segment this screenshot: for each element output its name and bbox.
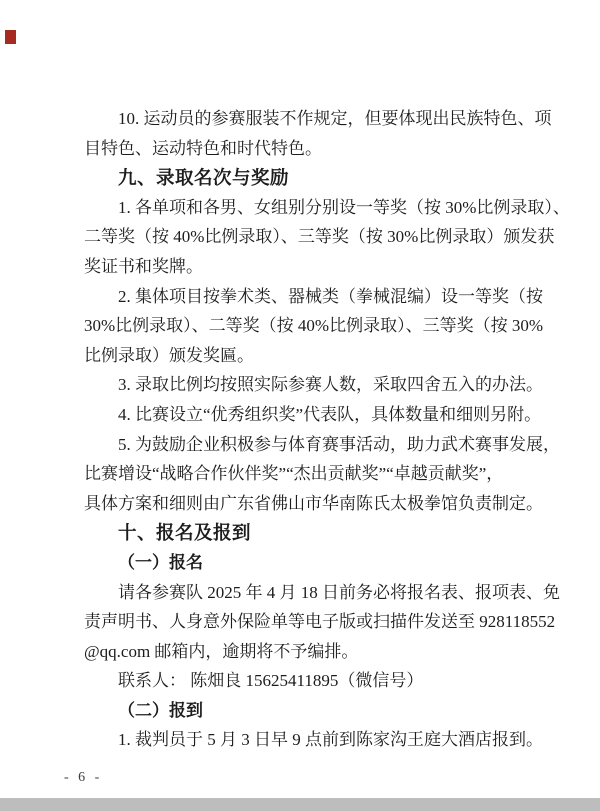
paragraph-line: 1. 裁判员于 5 月 3 日早 9 点前到陈家沟王庭大酒店报到。 <box>118 730 543 750</box>
red-corner-stamp-mark <box>5 30 16 44</box>
paragraph-line: 3. 录取比例均按照实际参赛人数，采取四舍五入的办法。 <box>118 375 543 395</box>
page-number: - 6 - <box>64 770 103 785</box>
paragraph-line: 奖证书和奖牌。 <box>84 256 203 276</box>
paragraph-line: 具体方案和细则由广东省佛山市华南陈氏太极拳馆负责制定。 <box>84 493 543 513</box>
paragraph-line: 目特色、运动特色和时代特色。 <box>84 138 322 158</box>
paragraph-line: 5. 为鼓励企业积极参与体育赛事活动，助力武术赛事发展， <box>118 434 560 454</box>
paragraph-line: 比例录取）颁发奖匾。 <box>84 345 254 365</box>
scan-edge-band <box>0 798 600 811</box>
section-heading-awards: 九、录取名次与奖励 <box>118 167 290 189</box>
document-body <box>84 104 570 755</box>
subheading-checkin: （二）报到 <box>118 700 203 720</box>
contact-line: 联系人： 陈畑良 15625411895（微信号） <box>118 671 424 691</box>
paragraph-line: 10. 运动员的参赛服装不作规定，但要体现出民族特色、项 <box>118 109 552 128</box>
paragraph-line: 二等奖（按 40%比例录取）、三等奖（按 30%比例录取）颁发获 <box>84 227 555 247</box>
paragraph-line: @qq.com 邮箱内，逾期将不予编排。 <box>84 641 359 661</box>
paragraph-line: 2. 集体项目按拳术类、器械类（拳械混编）设一等奖（按 <box>118 286 543 306</box>
paragraph-line: 30%比例录取）、二等奖（按 40%比例录取）、三等奖（按 30% <box>84 316 543 336</box>
section-heading-registration: 十、报名及报到 <box>118 522 252 544</box>
paragraph-line: 1. 各单项和各男、女组别分别设一等奖（按 30%比例录取）、 <box>118 197 570 217</box>
paragraph-line: 比赛增设“战略合作伙伴奖”“杰出贡献奖”“卓越贡献奖”， <box>84 464 504 484</box>
paragraph-line: 请各参赛队 2025 年 4 月 18 日前务必将报名表、报项表、免 <box>118 582 560 602</box>
paragraph-line: 责声明书、人身意外保险单等电子版或扫描件发送至 928118552 <box>84 612 556 632</box>
paragraph-line: 4. 比赛设立“优秀组织奖”代表队，具体数量和细则另附。 <box>118 404 542 424</box>
subheading-signup: （一）报名 <box>118 552 203 572</box>
